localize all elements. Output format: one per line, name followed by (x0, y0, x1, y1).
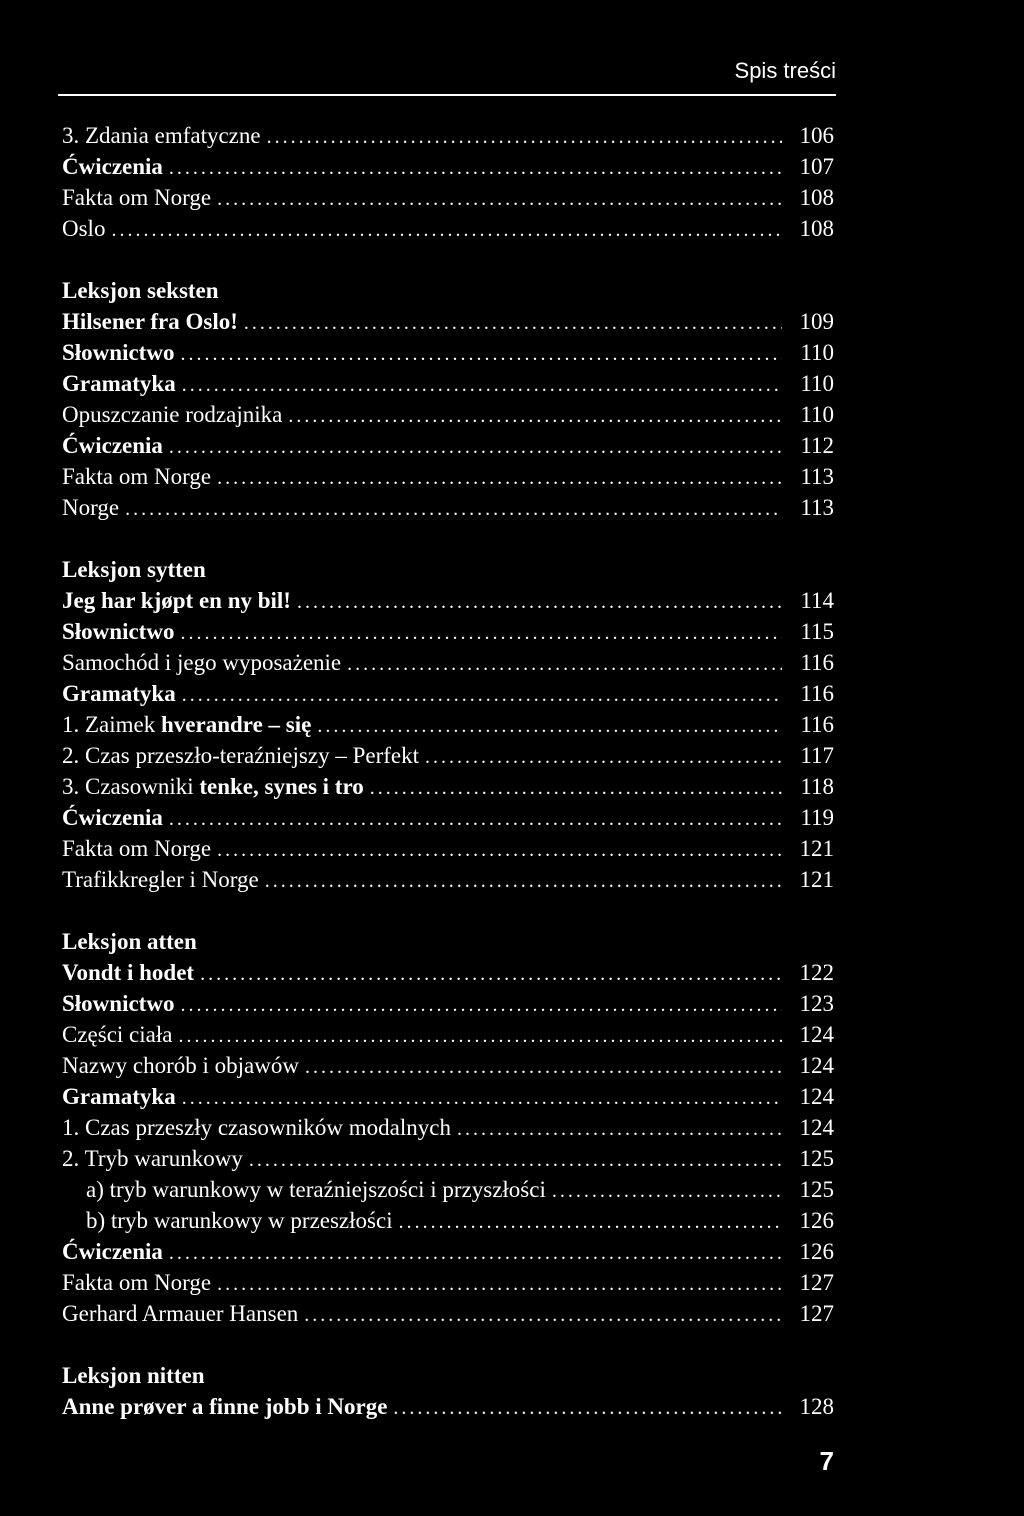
toc-entry (62, 678, 834, 709)
toc-entry-label (62, 1236, 163, 1267)
dot-leader (169, 1238, 782, 1269)
dot-leader (217, 835, 782, 866)
toc-entry-label-part: Vondt i hodet (62, 960, 195, 985)
toc-page-number: 112 (800, 433, 834, 458)
dot-leader (180, 990, 782, 1021)
toc-entry-label (62, 1050, 299, 1081)
toc-entry-label-part: 1. Czas przeszły czasowników modalnych (62, 1115, 451, 1140)
toc-entry-label-part: Słownictwo (62, 991, 175, 1016)
toc-entry-label (62, 461, 211, 492)
dot-leader (297, 587, 782, 618)
dot-leader (425, 742, 782, 773)
running-header-title: Spis treści (734, 58, 836, 83)
toc-page-number: 114 (800, 588, 834, 613)
dot-leader (288, 401, 782, 432)
toc-section-heading (62, 554, 834, 585)
toc-entry-label (62, 1143, 243, 1174)
toc-entry-label-part: Gramatyka (62, 371, 176, 396)
toc-entry-label-part: Leksjon sytten (62, 557, 206, 582)
toc-entry (62, 306, 834, 337)
toc-entry-label (62, 430, 163, 461)
toc-entry-label-part: Fakta om Norge (62, 185, 212, 210)
toc-page-number: 128 (799, 1394, 834, 1419)
toc-page-number: 108 (799, 216, 834, 241)
dot-leader (125, 494, 782, 525)
toc-entry (62, 957, 834, 988)
dot-leader (267, 122, 782, 153)
dot-leader (265, 866, 782, 897)
toc-entry (62, 151, 834, 182)
toc-page-number: 109 (799, 309, 834, 334)
toc-page-number: 116 (800, 681, 834, 706)
toc-entry-label-part: Fakta om Norge (62, 836, 212, 861)
toc-entry-label (62, 771, 364, 802)
toc-page-number: 124 (799, 1084, 834, 1109)
toc-entry-label-part: Ćwiczenia (62, 154, 163, 179)
toc-page-number: 126 (799, 1239, 834, 1264)
toc-entry-label-part: 2. Tryb warunkowy (62, 1146, 243, 1171)
toc-entry-label-part: Słownictwo (62, 619, 175, 644)
toc-entry (62, 182, 834, 213)
toc-entry (62, 337, 834, 368)
toc-entry-label (62, 399, 282, 430)
toc-entry-label (62, 678, 176, 709)
dot-leader (180, 339, 782, 370)
toc-entry (62, 1050, 834, 1081)
toc-entry-label (62, 182, 211, 213)
toc-entry-label-part: Hilsener fra Oslo! (62, 309, 238, 334)
toc-entry-label (62, 213, 105, 244)
toc-entry-label-part: Ćwiczenia (62, 433, 163, 458)
toc-entry-label-part: Gramatyka (62, 1084, 176, 1109)
table-of-contents (62, 120, 834, 1422)
toc-page-number: 119 (800, 805, 834, 830)
toc-entry-label-part: Leksjon nitten (62, 1363, 205, 1388)
toc-entry-label (62, 337, 174, 368)
dot-leader (457, 1114, 782, 1145)
toc-entry-label-part: tenke, synes i tro (199, 774, 364, 799)
toc-entry-label-part: Anne prøver a finne jobb i Norge (62, 1394, 388, 1419)
dot-leader (182, 1083, 782, 1114)
toc-entry (62, 740, 834, 771)
toc-entry-label (62, 120, 261, 151)
toc-page-number: 110 (800, 340, 834, 365)
toc-entry-label-part: Opuszczanie rodzajnika (62, 402, 283, 427)
toc-entry (62, 709, 834, 740)
toc-entry (62, 1174, 834, 1205)
toc-entry-label (62, 1360, 205, 1391)
toc-section-heading (62, 1360, 834, 1391)
toc-entry (62, 1112, 834, 1143)
toc-page-number: 124 (799, 1022, 834, 1047)
dot-leader (399, 1207, 782, 1238)
toc-entry (62, 833, 834, 864)
dot-leader (552, 1176, 782, 1207)
dot-leader (217, 184, 782, 215)
toc-entry (62, 492, 834, 523)
dot-leader (317, 711, 782, 742)
toc-section-heading (62, 926, 834, 957)
toc-page-number: 127 (799, 1301, 834, 1326)
dot-leader (182, 370, 782, 401)
toc-section-heading (62, 275, 834, 306)
toc-entry-label-part: 1. Zaimek (62, 712, 161, 737)
toc-page-number: 124 (799, 1115, 834, 1140)
toc-entry-label (62, 1205, 393, 1236)
toc-page-number: 123 (799, 991, 834, 1016)
toc-entry (62, 802, 834, 833)
toc-entry-label (62, 1174, 546, 1205)
toc-entry-label-part: Ćwiczenia (62, 1239, 163, 1264)
dot-leader (180, 618, 782, 649)
toc-entry (62, 647, 834, 678)
toc-entry-label-part: 3. Czasowniki (62, 774, 200, 799)
toc-entry (62, 399, 834, 430)
toc-page-number: 116 (800, 712, 834, 737)
toc-entry (62, 1143, 834, 1174)
toc-entry (62, 1205, 834, 1236)
toc-entry-label (62, 492, 119, 523)
toc-page-number: 113 (800, 495, 834, 520)
toc-page-number: 125 (799, 1146, 834, 1171)
toc-entry (62, 616, 834, 647)
dot-leader (217, 1269, 782, 1300)
toc-entry (62, 213, 834, 244)
toc-entry (62, 1019, 834, 1050)
toc-page-number: 121 (799, 867, 834, 892)
toc-entry (62, 368, 834, 399)
toc-entry-label-part: Oslo (62, 216, 106, 241)
toc-entry-label (62, 647, 341, 678)
toc-entry-label (62, 802, 163, 833)
toc-entry-label-part: Samochód i jego wyposażenie (62, 650, 342, 675)
toc-page-number: 113 (800, 464, 834, 489)
header-rule (58, 94, 836, 96)
toc-entry (62, 864, 834, 895)
toc-entry-label (62, 926, 197, 957)
toc-page-number: 124 (799, 1053, 834, 1078)
toc-page-number: 125 (799, 1177, 834, 1202)
dot-leader (182, 680, 782, 711)
toc-entry (62, 1267, 834, 1298)
toc-entry-label-part: Gramatyka (62, 681, 176, 706)
toc-page-number: 106 (799, 123, 834, 148)
dot-leader (217, 463, 782, 494)
dot-leader (249, 1145, 782, 1176)
toc-entry-label (62, 1019, 172, 1050)
toc-entry-label (62, 1298, 298, 1329)
toc-entry-label (62, 275, 219, 306)
toc-entry (62, 1391, 834, 1422)
dot-leader (370, 773, 782, 804)
toc-entry-label-part: Części ciała (62, 1022, 173, 1047)
toc-page-number: 108 (799, 185, 834, 210)
toc-entry-label (62, 864, 259, 895)
toc-page-number: 116 (800, 650, 834, 675)
toc-entry (62, 585, 834, 616)
toc-entry (62, 461, 834, 492)
toc-entry-label-part: Fakta om Norge (62, 464, 212, 489)
toc-entry-label (62, 554, 206, 585)
toc-page-number: 126 (799, 1208, 834, 1233)
toc-entry-label (62, 1391, 387, 1422)
toc-entry-label-part: Gerhard Armauer Hansen (62, 1301, 299, 1326)
toc-entry-label-part: Słownictwo (62, 340, 175, 365)
toc-page-number: 122 (799, 960, 834, 985)
toc-page-number: 121 (799, 836, 834, 861)
toc-entry (62, 1236, 834, 1267)
toc-entry-label (62, 988, 174, 1019)
toc-entry-label-part: Ćwiczenia (62, 805, 163, 830)
toc-page-number: 110 (800, 371, 834, 396)
toc-entry-label-part: Norge (62, 495, 120, 520)
toc-entry-label (62, 585, 291, 616)
dot-leader (169, 432, 782, 463)
page-number: 7 (819, 1446, 834, 1476)
toc-page-number: 127 (799, 1270, 834, 1295)
toc-entry (62, 771, 834, 802)
toc-page-number: 107 (799, 154, 834, 179)
toc-entry-label-part: Nazwy chorób i objawów (62, 1053, 299, 1078)
dot-leader (244, 308, 782, 339)
toc-page-number: 118 (800, 774, 834, 799)
toc-entry-label (62, 957, 194, 988)
toc-entry-label-part: a) tryb warunkowy w teraźniejszości i przyszłości (86, 1177, 546, 1202)
dot-leader (304, 1300, 782, 1331)
toc-entry-label (62, 306, 238, 337)
toc-page-number: 117 (800, 743, 834, 768)
toc-entry-label-part: b) tryb warunkowy w przeszłości (86, 1208, 393, 1233)
toc-entry-label (62, 1112, 451, 1143)
toc-entry-label (62, 833, 211, 864)
toc-entry (62, 988, 834, 1019)
dot-leader (111, 215, 782, 246)
toc-entry-label-part: Fakta om Norge (62, 1270, 212, 1295)
toc-page-number: 115 (800, 619, 834, 644)
dot-leader (169, 804, 782, 835)
toc-entry-label-part: 2. Czas przeszło-teraźniejszy – Perfekt (62, 743, 419, 768)
toc-entry-label (62, 709, 311, 740)
dot-leader (200, 959, 782, 990)
toc-entry (62, 430, 834, 461)
toc-entry-label (62, 740, 419, 771)
toc-entry-label-part: Leksjon atten (62, 929, 197, 954)
toc-entry-label (62, 1267, 211, 1298)
toc-entry-label-part: Trafikkregler i Norge (62, 867, 259, 892)
toc-entry-label-part: Leksjon seksten (62, 278, 219, 303)
toc-page-number: 110 (800, 402, 834, 427)
dot-leader (178, 1021, 782, 1052)
toc-entry-label-part: Jeg har kjøpt en ny bil! (62, 588, 291, 613)
toc-entry-label (62, 616, 174, 647)
toc-entry-label-part: 3. Zdania emfatyczne (62, 123, 261, 148)
dot-leader (305, 1052, 782, 1083)
dot-leader (347, 649, 782, 680)
toc-entry-label-part: hverandre – się (161, 712, 312, 737)
toc-entry (62, 1081, 834, 1112)
dot-leader (169, 153, 782, 184)
toc-entry-label (62, 1081, 176, 1112)
toc-entry (62, 1298, 834, 1329)
dot-leader (393, 1393, 782, 1424)
toc-entry-label (62, 368, 176, 399)
toc-entry (62, 120, 834, 151)
toc-entry-label (62, 151, 163, 182)
